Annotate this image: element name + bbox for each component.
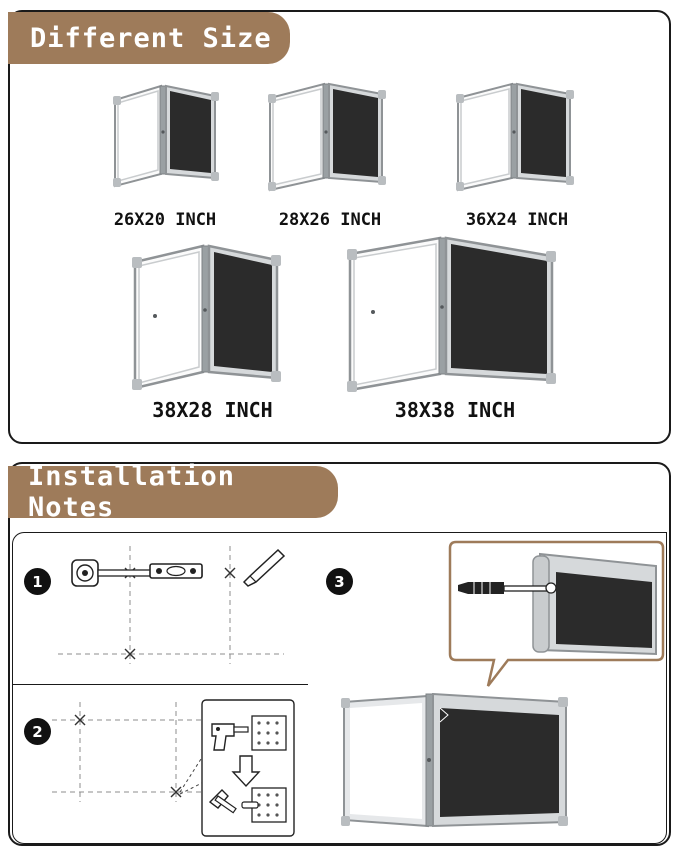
- mounted-board-icon: [341, 694, 568, 826]
- step-2-diagram: [12, 684, 308, 844]
- step-1-diagram: [12, 532, 308, 684]
- board-illustration-26x20: [105, 82, 225, 192]
- pencil-icon: [244, 550, 284, 586]
- board-illustration-28x26: [262, 78, 392, 194]
- step-badge-1: 1: [24, 568, 51, 595]
- installation-notes-title: Installation Notes: [8, 466, 338, 518]
- board-illustration-38x28: [125, 240, 295, 395]
- size-label-36x24: 36X24 INCH: [465, 210, 569, 230]
- size-label-28x26: 28X26 INCH: [278, 210, 382, 230]
- wall-holes-icon: [252, 716, 286, 750]
- board-illustration-38x38: [340, 232, 570, 397]
- different-size-title: Different Size: [8, 12, 290, 64]
- step-badge-3: 3: [326, 568, 353, 595]
- wall-plug-icon: [458, 582, 504, 594]
- board-corner-closeup: [450, 542, 663, 686]
- step-3-diagram: [308, 532, 667, 844]
- step-badge-2: 2: [24, 718, 51, 745]
- size-label-38x38: 38X38 INCH: [394, 398, 516, 422]
- level-icon: [150, 564, 202, 578]
- size-label-38x28: 38X28 INCH: [152, 398, 273, 422]
- board-illustration-36x24: [450, 78, 580, 194]
- size-label-26x20: 26X20 INCH: [113, 210, 217, 230]
